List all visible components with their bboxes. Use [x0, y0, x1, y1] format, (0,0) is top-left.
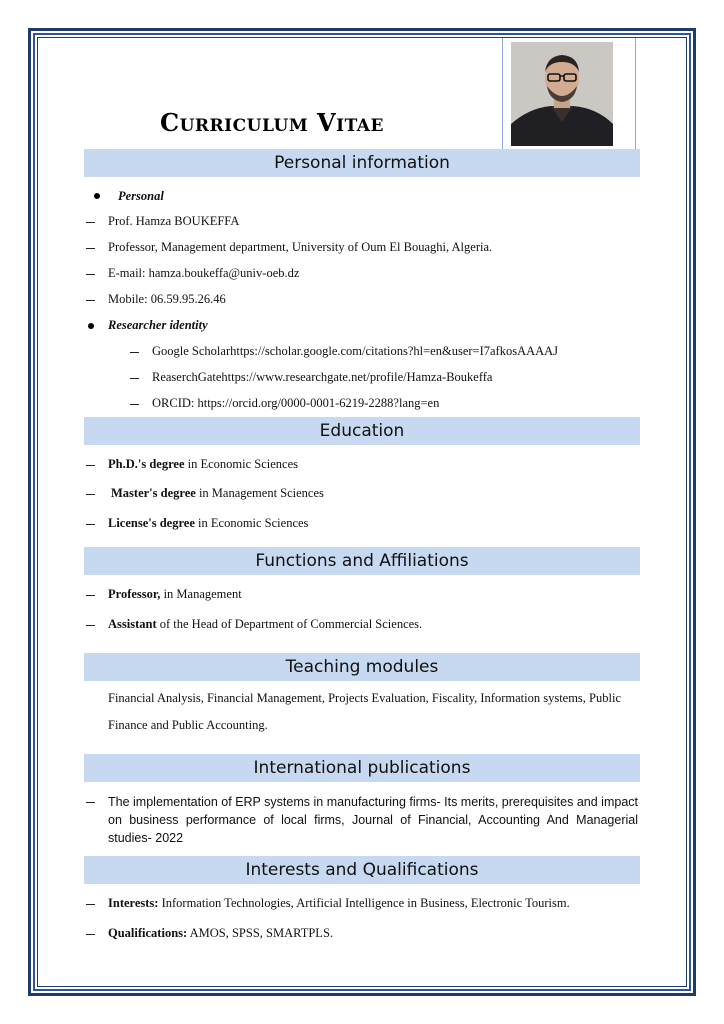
function-role: Professor, — [108, 587, 161, 601]
section-education: Education — [84, 417, 640, 445]
dash-icon — [86, 625, 95, 626]
education-field: in Management Sciences — [195, 486, 324, 500]
personal-email[interactable]: E-mail: hamza.boukeffa@univ-oeb.dz — [108, 266, 300, 280]
section-functions: Functions and Affiliations — [84, 547, 640, 575]
section-publications: International publications — [84, 754, 640, 782]
dash-icon — [86, 248, 95, 249]
function-role: Assistant — [108, 617, 157, 631]
education-item — [111, 486, 324, 501]
personal-position: Professor, Management department, University of Oum El Bouaghi, Algeria. — [108, 240, 493, 254]
profile-photo — [511, 42, 613, 146]
function-detail: in Management — [160, 587, 242, 601]
dash-icon — [130, 378, 139, 379]
dash-icon — [86, 300, 95, 301]
publication-venue: Journal of Financial, Accounting And Managerial studies- 2022 — [108, 813, 638, 845]
bullet-icon — [88, 323, 94, 329]
dash-icon — [130, 404, 139, 405]
education-degree: Ph.D.'s degree — [108, 457, 185, 471]
personal-heading: Personal — [118, 189, 164, 203]
dash-icon — [86, 802, 95, 803]
function-item — [108, 617, 422, 632]
function-item — [108, 587, 242, 602]
researcher-google-scholar[interactable]: Google Scholarhttps://scholar.google.com/citations?hl=en&user=I7afkosAAAAJ — [152, 344, 559, 358]
education-field: in Economic Sciences — [184, 457, 299, 471]
researcher-researchgate[interactable]: ReaserchGatehttps://www.researchgate.net/profile/Hamza-Boukeffa — [152, 370, 493, 384]
education-degree: Master's degree — [111, 486, 196, 500]
publication-title: The implementation of ERP systems in manufacturing firms- Its merits, prerequisites and impact on business performance of local firms, — [108, 795, 638, 827]
dash-icon — [86, 904, 95, 905]
interests-label: Interests: — [108, 896, 159, 910]
dash-icon — [86, 934, 95, 935]
section-interests: Interests and Qualifications — [84, 856, 640, 884]
education-degree: License's degree — [108, 516, 195, 530]
dash-icon — [86, 494, 95, 495]
dash-icon — [130, 352, 139, 353]
personal-mobile: Mobile: 06.59.95.26.46 — [108, 292, 226, 306]
function-detail: of the Head of Department of Commercial Sciences. — [156, 617, 423, 631]
bullet-icon — [94, 193, 100, 199]
teaching-line-1: Financial Analysis, Financial Management, Projects Evaluation, Fiscality, Information systems, Public — [108, 691, 621, 705]
dash-icon — [86, 274, 95, 275]
qualifications-value: AMOS, SPSS, SMARTPLS. — [187, 926, 334, 940]
interests-value: Information Technologies, Artificial Intelligence in Business, Electronic Tourism. — [158, 896, 570, 910]
teaching-line-2: Finance and Public Accounting. — [108, 718, 268, 732]
dash-icon — [86, 524, 95, 525]
dash-icon — [86, 595, 95, 596]
personal-name: Prof. Hamza BOUKEFFA — [108, 214, 240, 228]
publication-entry — [108, 793, 638, 847]
dash-icon — [86, 465, 95, 466]
education-item — [108, 516, 308, 531]
section-personal-information: Personal information — [84, 149, 640, 177]
education-field: in Economic Sciences — [194, 516, 309, 530]
researcher-heading: Researcher identity — [108, 318, 208, 332]
researcher-orcid[interactable]: ORCID: https://orcid.org/0000-0001-6219-2288?lang=en — [152, 396, 440, 410]
interests-item — [108, 896, 570, 911]
education-item — [108, 457, 298, 472]
qualifications-item — [108, 926, 333, 941]
qualifications-label: Qualifications: — [108, 926, 188, 940]
cv-title: Curriculum Vitae — [160, 108, 384, 137]
dash-icon — [86, 222, 95, 223]
photo-frame — [502, 38, 636, 150]
section-teaching: Teaching modules — [84, 653, 640, 681]
